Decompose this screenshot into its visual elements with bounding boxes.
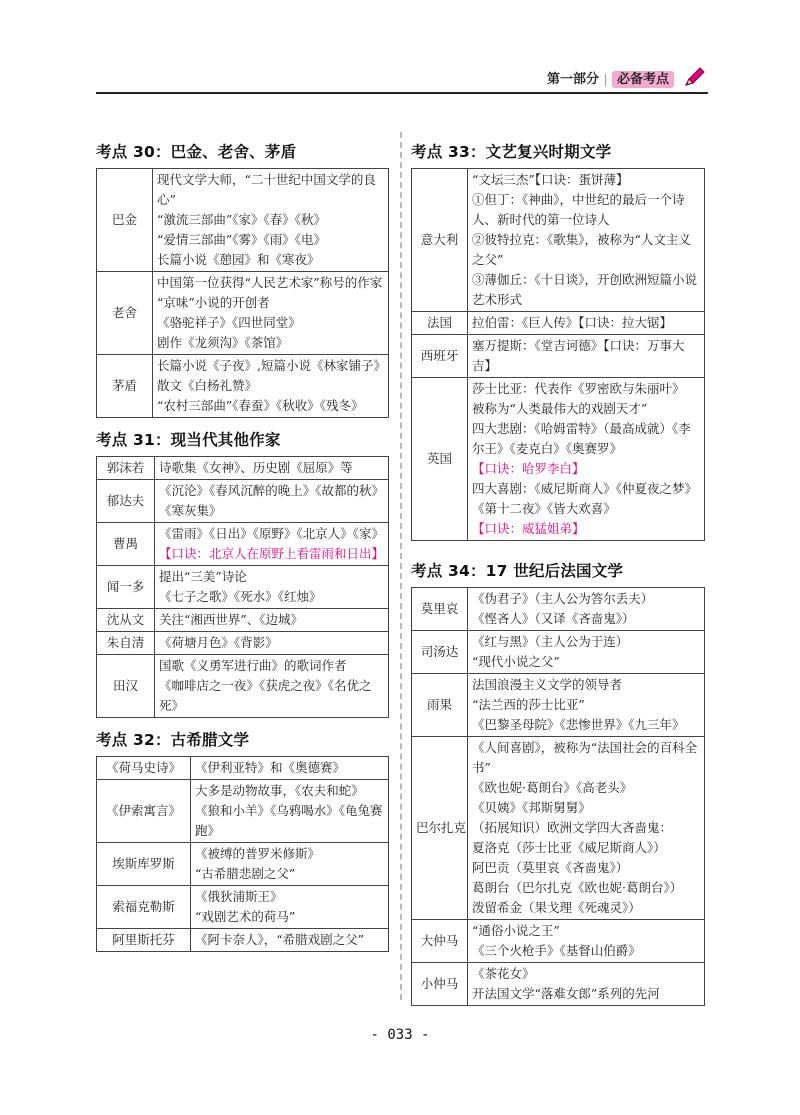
table-s30: [96, 168, 389, 418]
content-line: 长篇小说《憩园》和《寒夜》: [157, 252, 320, 267]
row-name: 阿里斯托芬: [97, 929, 191, 952]
content-line: 《贝姨》《邦斯舅舅》: [472, 800, 591, 815]
content-line: 四大喜剧：《威尼斯商人》《仲夏夜之梦》《第十二夜》《皆大欢喜》: [472, 481, 698, 516]
content-line: 长篇小说《子夜》,短篇小说《林家铺子》: [157, 358, 386, 373]
content-line: ③薄伽丘：《十日谈》，开创欧洲短篇小说艺术形式: [472, 272, 698, 307]
table-row: [97, 609, 389, 632]
section-30: [96, 140, 389, 418]
content-line: 被称为“人类最伟大的戏剧天才”: [472, 401, 648, 416]
row-content: [468, 588, 705, 631]
content-line: 现代文学大师，“二十世纪中国文学的良心”: [157, 172, 376, 207]
row-content: [191, 780, 389, 843]
content-line: 《被缚的普罗米修斯》: [195, 846, 321, 861]
content-line: 葛朗台（巴尔扎克《欧也妮·葛朗台》）: [472, 880, 683, 895]
content-line: “爱情三部曲”《雾》《雨》《电》: [157, 232, 327, 247]
row-content: [155, 523, 389, 566]
row-name: 雨果: [412, 674, 468, 737]
content-line: 《雷雨》《日出》《原野》《北京人》《家》: [159, 526, 385, 541]
content-line: 大多是动物故事，《农夫和蛇》: [195, 783, 364, 798]
content-line: （拓展知识）欧洲文学四大吝啬鬼：: [472, 820, 673, 835]
content-line: 《沉沦》《春风沉醉的晚上》《故都的秋》: [159, 483, 385, 498]
table-row: [412, 737, 705, 920]
header-topic: 必备考点: [612, 71, 674, 88]
row-content: [468, 920, 705, 963]
row-content: [153, 272, 389, 355]
table-row: [412, 312, 705, 335]
content-line: 《骆驼祥子》《四世同堂》: [157, 315, 301, 330]
row-content: [468, 674, 705, 737]
row-name: 老舍: [97, 272, 153, 355]
row-content: [468, 312, 705, 335]
row-name: 英国: [412, 378, 468, 541]
row-name: 曹禺: [97, 523, 155, 566]
row-name: 莫里哀: [412, 588, 468, 631]
row-content: [155, 632, 389, 655]
content-line: 《荷塘月色》《背影》: [159, 635, 278, 650]
section-title: 考点 33：文艺复兴时期文学: [411, 143, 612, 161]
content-line: 阿巴贡（莫里哀《吝啬鬼》）: [472, 860, 629, 875]
row-content: [191, 843, 389, 886]
row-name: 西班牙: [412, 335, 468, 378]
content-line: 塞万提斯：《堂吉诃德》【口诀：万事大吉】: [472, 338, 685, 373]
table-row: [412, 169, 705, 312]
row-name: 沈从文: [97, 609, 155, 632]
row-content: [155, 480, 389, 523]
content-line: 剧作《龙须沟》《茶馆》: [157, 335, 289, 350]
row-name: 大仲马: [412, 920, 468, 963]
table-row: [97, 523, 389, 566]
table-row: [97, 272, 389, 355]
row-content: [153, 169, 389, 272]
content-line: “法兰西的莎士比亚”: [472, 697, 585, 712]
row-content: [468, 335, 705, 378]
content-line: “戏剧艺术的荷马”: [195, 909, 296, 924]
content-line: “农村三部曲”《春蚕》《秋收》《残冬》: [157, 398, 364, 413]
content-line: 【口诀：威猛姐弟】: [472, 521, 585, 536]
column-divider: [400, 132, 402, 1000]
content-line: 拉伯雷：《巨人传》【口诀：拉大锯】: [472, 315, 673, 330]
table-row: [412, 963, 705, 1006]
table-row: [412, 920, 705, 963]
content-line: 《伊利亚特》和《奥德赛》: [195, 760, 346, 775]
table-row: [97, 843, 389, 886]
content-line: 《悭吝人》（又译《吝啬鬼》）: [472, 611, 635, 626]
row-name: 田汉: [97, 655, 155, 718]
content-line: 散文《白杨礼赞》: [157, 378, 258, 393]
row-content: [468, 737, 705, 920]
row-name: 意大利: [412, 169, 468, 312]
content-line: 《欧也妮·葛朗台》《高老头》: [472, 780, 633, 795]
row-name: 《伊索寓言》: [97, 780, 191, 843]
content-line: “古希腊悲剧之父”: [195, 866, 296, 881]
section-33: [411, 140, 705, 541]
table-s31: [96, 456, 389, 718]
content-line: 《七子之歌》《死水》《红烛》: [159, 589, 322, 604]
row-name: 《荷马史诗》: [97, 757, 191, 780]
table-row: [97, 780, 389, 843]
row-content: [191, 757, 389, 780]
table-row: [97, 886, 389, 929]
row-name: 闻一多: [97, 566, 155, 609]
content-line: ②彼特拉克：《歌集》，被称为“人文主义之父”: [472, 232, 691, 267]
content-line: 提出“三美”诗论: [159, 569, 247, 584]
table-row: [412, 588, 705, 631]
row-content: [468, 169, 705, 312]
content-line: “激流三部曲”《家》《春》《秋》: [157, 212, 327, 227]
table-row: [97, 929, 389, 952]
content-line: 国歌《义勇军进行曲》的歌词作者: [159, 658, 347, 673]
table-s34: [411, 587, 705, 1006]
content-line: 【口诀：北京人在原野上看雷雨和日出】: [159, 546, 385, 561]
content-line: 中国第一位获得“人民艺术家”称号的作家: [157, 275, 383, 290]
row-name: 朱自清: [97, 632, 155, 655]
row-name: 巴金: [97, 169, 153, 272]
row-name: 巴尔扎克: [412, 737, 468, 920]
section-32: [96, 728, 389, 952]
content-line: ①但丁：《神曲》，中世纪的最后一个诗人、新时代的第一位诗人: [472, 192, 685, 227]
row-name: 埃斯库罗斯: [97, 843, 191, 886]
content-line: 诗歌集《女神》、历史剧《屈原》等: [159, 460, 353, 475]
content-line: “现代小说之父”: [472, 654, 560, 669]
table-row: [97, 457, 389, 480]
content-line: 《俄狄浦斯王》: [195, 889, 283, 904]
section-title: 考点 34：17 世纪后法国文学: [411, 562, 624, 580]
row-content: [155, 655, 389, 718]
row-name: 法国: [412, 312, 468, 335]
content-line: 《人间喜剧》，被称为“法国社会的百科全书”: [472, 740, 698, 775]
header-part: 第一部分: [546, 72, 599, 87]
row-content: [155, 609, 389, 632]
table-row: [97, 169, 389, 272]
table-s33: [411, 168, 705, 541]
content-line: 【口诀：哈罗李白】: [472, 461, 585, 476]
row-content: [468, 631, 705, 674]
right-column: [411, 140, 705, 1006]
section-title: 考点 30：巴金、老舍、茅盾: [96, 143, 297, 161]
header-tag: [547, 68, 674, 87]
content-line: 《咖啡店之一夜》《获虎之夜》《名优之死》: [159, 678, 372, 713]
table-row: [97, 632, 389, 655]
row-name: 郭沫若: [97, 457, 155, 480]
content-line: 开法国文学“落难女郎”系列的先河: [472, 986, 660, 1001]
table-row: [97, 655, 389, 718]
table-row: [412, 335, 705, 378]
section-31: [96, 428, 389, 718]
content-line: 关注“湘西世界”、《边城》: [159, 612, 304, 627]
section-34: [411, 559, 705, 1006]
row-name: 司汤达: [412, 631, 468, 674]
content-line: 《伪君子》（主人公为答尔丢夫）: [472, 591, 654, 606]
table-row: [412, 378, 705, 541]
content-line: 《阿卡奈人》，“希腊戏剧之父”: [195, 932, 365, 947]
row-content: [468, 963, 705, 1006]
row-content: [191, 929, 389, 952]
table-row: [97, 480, 389, 523]
table-row: [97, 757, 389, 780]
header-separator: [605, 74, 606, 86]
pencil-icon: [682, 66, 706, 88]
content-line: “京味”小说的开创者: [157, 295, 270, 310]
row-name: 索福克勒斯: [97, 886, 191, 929]
page-header: [96, 62, 708, 94]
row-content: [155, 566, 389, 609]
content-line: 法国浪漫主义文学的领导者: [472, 677, 623, 692]
section-title: 考点 32：古希腊文学: [96, 731, 250, 749]
row-content: [468, 378, 705, 541]
page-number: - 033 -: [370, 1027, 430, 1043]
table-s32: [96, 756, 389, 952]
row-name: 小仲马: [412, 963, 468, 1006]
left-column: [96, 140, 389, 952]
content-line: 《红与黑》（主人公为于连）: [472, 634, 629, 649]
content-line: “通俗小说之王”: [472, 923, 560, 938]
content-line: 四大悲剧：《哈姆雷特》（最高成就）《李尔王》《麦克白》《奥赛罗》: [472, 421, 691, 456]
section-title: 考点 31：现当代其他作家: [96, 431, 281, 449]
row-name: 郁达夫: [97, 480, 155, 523]
content-line: 夏洛克（莎士比亚《威尼斯商人》）: [472, 840, 666, 855]
content-line: 《茶花女》: [472, 966, 535, 981]
content-line: 泼留希金（果戈理《死魂灵》）: [472, 900, 641, 915]
content-line: 莎士比亚：代表作《罗密欧与朱丽叶》: [472, 381, 685, 396]
content-line: 《寒灰集》: [159, 503, 222, 518]
row-content: [191, 886, 389, 929]
row-content: [153, 355, 389, 418]
content-line: 《三个火枪手》《基督山伯爵》: [472, 943, 641, 958]
row-name: 茅盾: [97, 355, 153, 418]
content-line: 《巴黎圣母院》《悲惨世界》《九三年》: [472, 717, 685, 732]
table-row: [97, 355, 389, 418]
row-content: [155, 457, 389, 480]
content-line: 《狼和小羊》《乌鸦喝水》《龟兔赛跑》: [195, 803, 383, 838]
content-line: “文坛三杰”【口诀：蛋饼薄】: [472, 172, 629, 187]
table-row: [412, 631, 705, 674]
table-row: [97, 566, 389, 609]
table-row: [412, 674, 705, 737]
